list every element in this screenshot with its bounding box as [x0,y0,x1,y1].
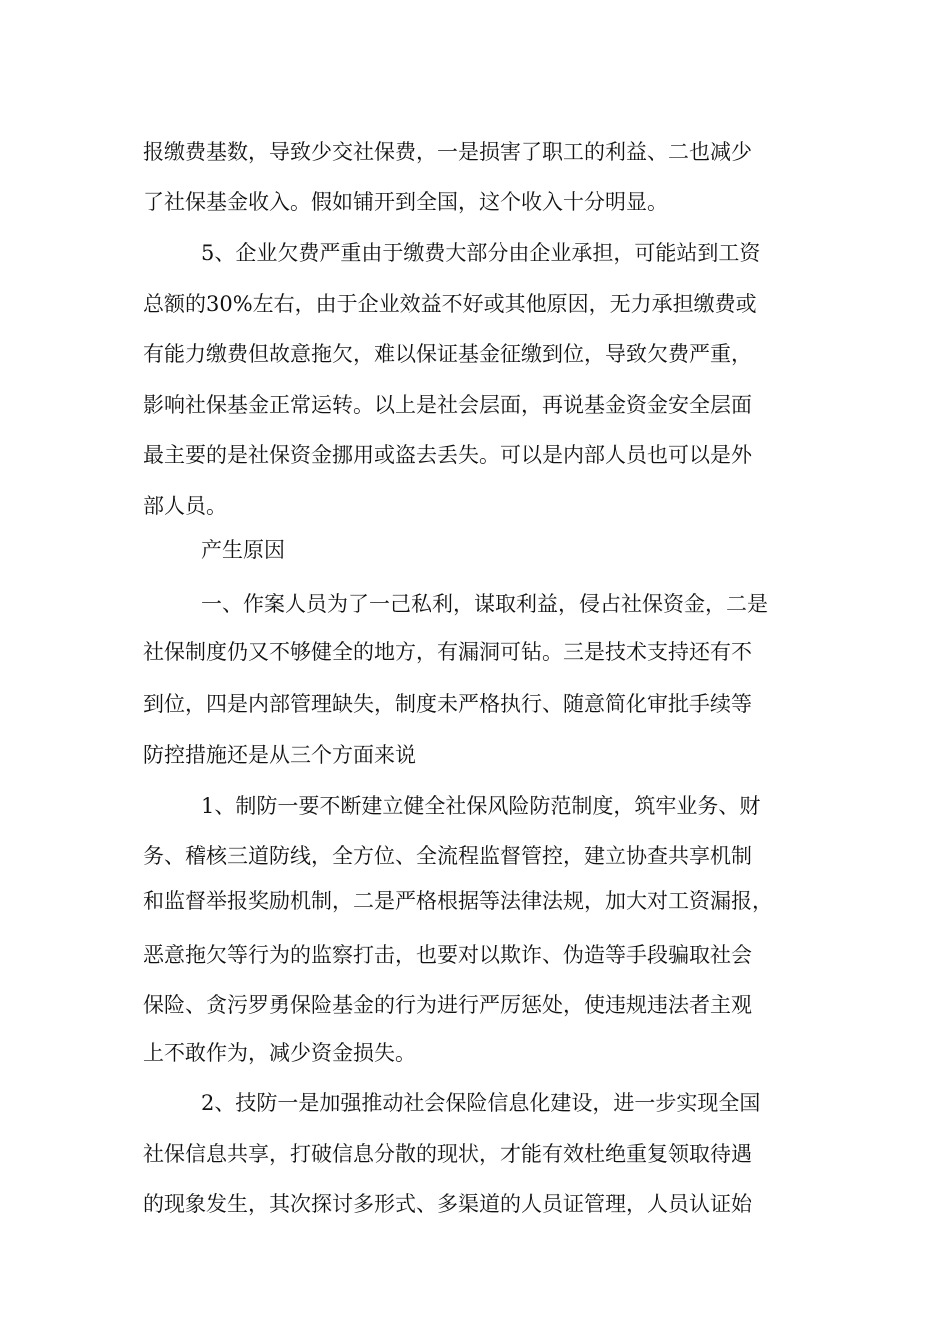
text-line: 社保信息共享，打破信息分散的现状，才能有效杜绝重复领取待遇 [143,1142,752,1166]
text-line: 务、稽核三道防线，全方位、全流程监督管控，建立协查共享机制 [143,844,752,868]
text-line: 的现象发生，其次探讨多形式、多渠道的人员证管理，人员认证始 [143,1192,752,1216]
section-heading: 产生原因 [201,538,285,562]
text-line: 部人员。 [143,494,227,518]
text-line: 有能力缴费但故意拖欠，难以保证基金征缴到位，导致欠费严重， [143,342,752,366]
text-line: 一、作案人员为了一己私利，谋取利益，侵占社保资金，二是 [201,592,768,616]
text-line: 防控措施还是从三个方面来说 [143,743,416,767]
text-line: 社保制度仍又不够健全的地方，有漏洞可钻。三是技术支持还有不 [143,640,752,664]
text-line: 1、制防一要不断建立健全社保风险防范制度，筑牢业务、财 [201,794,761,818]
text-line: 了社保基金收入。假如铺开到全国，这个收入十分明显。 [143,190,668,214]
text-line: 报缴费基数，导致少交社保费，一是损害了职工的利益、二也减少 [143,140,752,164]
text-line: 2、技防一是加强推动社会保险信息化建设，进一步实现全国 [201,1091,761,1115]
text-line: 上不敢作为，减少资金损失。 [143,1041,416,1065]
text-line: 影响社保基金正常运转。以上是社会层面，再说基金资金安全层面 [143,393,752,417]
text-line: 最主要的是社保资金挪用或盗去丢失。可以是内部人员也可以是外 [143,443,752,467]
text-line: 总额的30%左右，由于企业效益不好或其他原因，无力承担缴费或 [143,292,757,316]
text-line: 5、企业欠费严重由于缴费大部分由企业承担，可能站到工资 [201,241,761,265]
text-line: 保险、贪污罗勇保险基金的行为进行严厉惩处，使违规违法者主观 [143,993,752,1017]
text-line: 和监督举报奖励机制，二是严格根据等法律法规，加大对工资漏报， [143,889,773,913]
text-line: 恶意拖欠等行为的监察打击，也要对以欺诈、伪造等手段骗取社会 [143,943,752,967]
text-line: 到位，四是内部管理缺失，制度未严格执行、随意简化审批手续等 [143,692,752,716]
